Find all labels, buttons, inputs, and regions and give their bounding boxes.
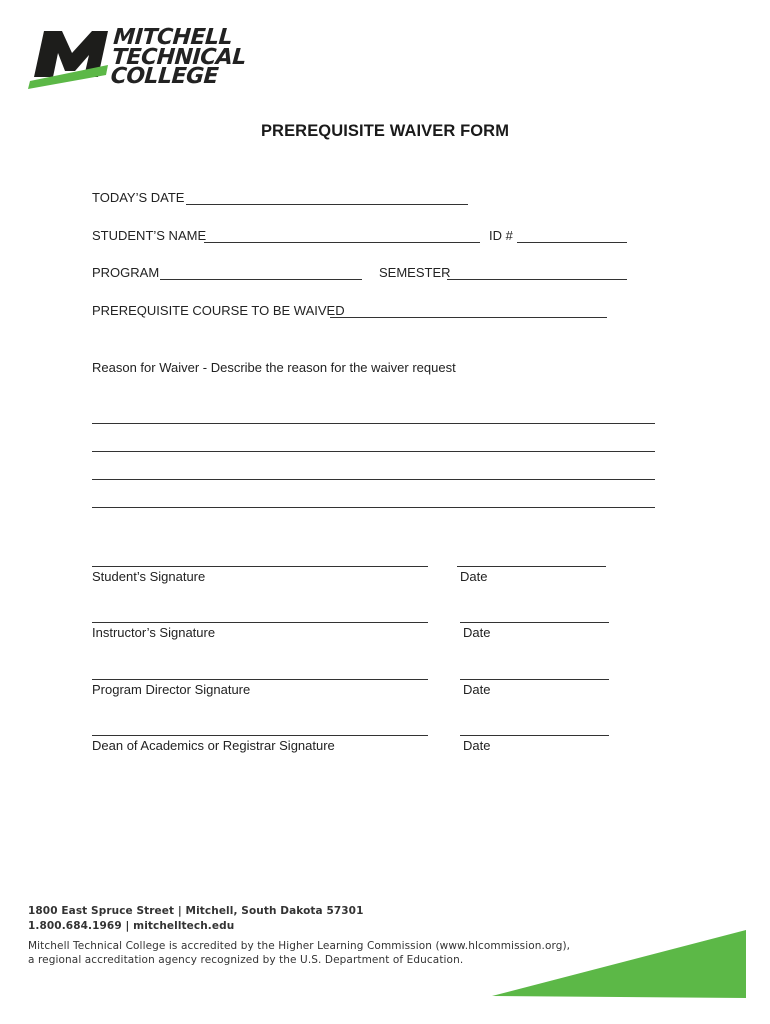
logo-line-2: TECHNICAL [111, 44, 247, 70]
reason-line-1[interactable] [92, 423, 655, 424]
student-name-field[interactable] [204, 242, 480, 243]
footer-accreditation-1: Mitchell Technical College is accredited by the Higher Learning Commission (www.hlcommission.org), [28, 940, 571, 952]
program-director-date-label: Date [463, 682, 491, 697]
instructor-date-label: Date [463, 625, 491, 640]
prereq-course-label: PREREQUISITE COURSE TO BE WAIVED [92, 303, 345, 318]
reason-label: Reason for Waiver - Describe the reason for the waiver request [92, 360, 456, 375]
todays-date-field[interactable] [186, 204, 468, 205]
program-director-date-field[interactable] [460, 679, 609, 680]
reason-line-2[interactable] [92, 451, 655, 452]
student-signature-label: Student’s Signature [92, 569, 206, 584]
form-title: PREREQUISITE WAIVER FORM [260, 122, 510, 140]
id-label: ID # [489, 228, 513, 243]
program-label: PROGRAM [92, 265, 160, 280]
instructor-date-field[interactable] [460, 622, 609, 623]
dean-date-label: Date [463, 738, 491, 753]
dean-date-field[interactable] [460, 735, 609, 736]
student-date-label: Date [460, 569, 488, 584]
student-signature-field[interactable] [92, 566, 428, 567]
instructor-signature-label: Instructor’s Signature [92, 625, 216, 640]
todays-date-label: TODAY’S DATE [92, 190, 185, 205]
program-director-signature-label: Program Director Signature [92, 682, 251, 697]
footer-contact: 1.800.684.1969 | mitchelltech.edu [28, 920, 235, 932]
footer-address: 1800 East Spruce Street | Mitchell, South Dakota 57301 [28, 905, 364, 917]
logo-line-3: COLLEGE [109, 64, 220, 89]
footer-accreditation-2: a regional accreditation agency recognized by the U.S. Department of Education. [28, 954, 464, 966]
semester-label: SEMESTER [379, 265, 451, 280]
semester-field[interactable] [447, 279, 627, 280]
footer-green-wedge [492, 930, 746, 998]
reason-line-4[interactable] [92, 507, 655, 508]
college-logo-mark [28, 27, 110, 91]
reason-line-3[interactable] [92, 479, 655, 480]
id-field[interactable] [517, 242, 627, 243]
prereq-course-field[interactable] [330, 317, 607, 318]
college-logo-wordmark [109, 25, 248, 89]
program-field[interactable] [160, 279, 362, 280]
student-name-label: STUDENT’S NAME [92, 228, 207, 243]
dean-signature-label: Dean of Academics or Registrar Signature [92, 738, 335, 753]
dean-signature-field[interactable] [92, 735, 428, 736]
logo-line-1: MITCHELL [112, 25, 233, 50]
student-date-field[interactable] [457, 566, 606, 567]
program-director-signature-field[interactable] [92, 679, 428, 680]
instructor-signature-field[interactable] [92, 622, 428, 623]
